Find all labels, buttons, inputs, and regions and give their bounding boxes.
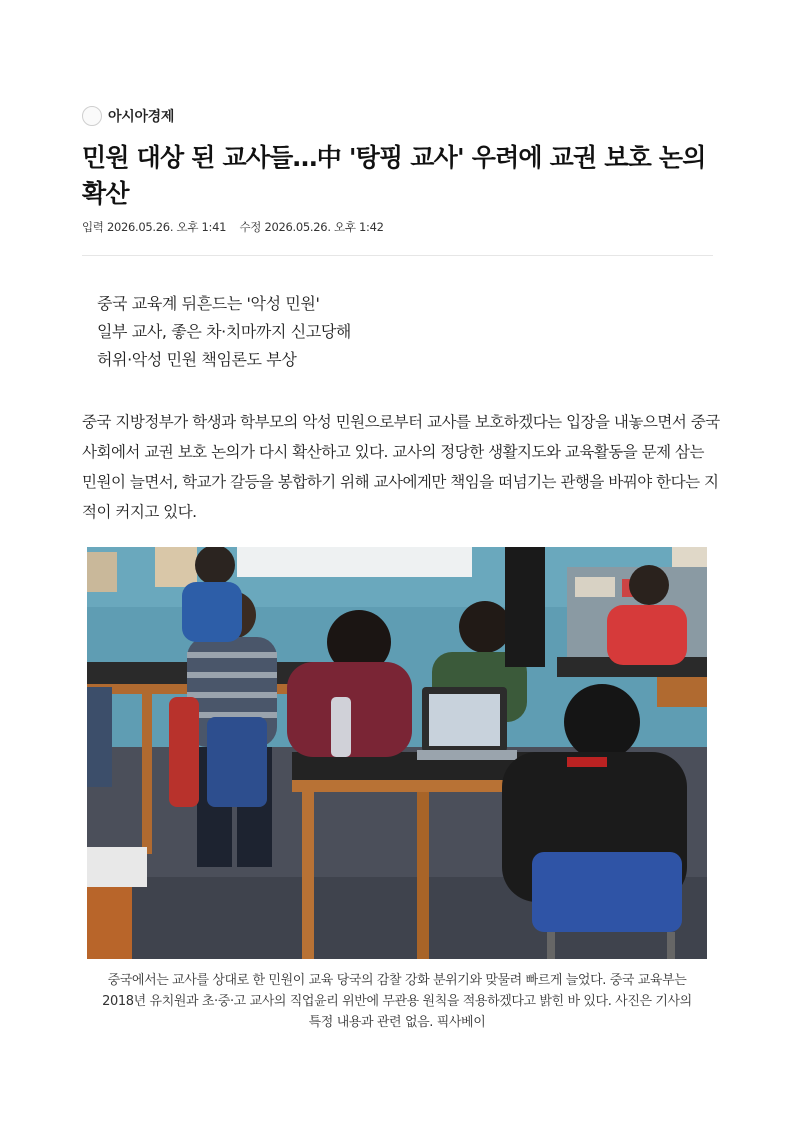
article-photo[interactable]	[87, 547, 707, 959]
article-body: 중국 지방정부가 학생과 학부모의 악성 민원으로부터 교사를 보호하겠다는 입장을 내놓으면서 중국 사회에서 교권 보호 논의가 다시 확산하고 있다. 교사의 정당한 생활지도와 교육활동을 문제 삼는 민원이 늘면서, 학교가 갈등을 봉합하기 위해 교사에게만 책임을 떠넘기는 관행을 바꿔야 한다는 지적이 커지고 있다.	[82, 413, 720, 521]
publisher-header[interactable]	[82, 106, 174, 126]
classroom-photo-illustration	[87, 547, 707, 959]
summary-line: 허위·악성 민원 책임론도 부상	[97, 350, 297, 369]
publisher-name[interactable]: 아시아경제	[108, 109, 175, 125]
header-divider	[82, 255, 713, 256]
article-headline: 민원 대상 된 교사들…中 '탕핑 교사' 우려에 교권 보호 논의 확산	[82, 143, 706, 208]
article-summary	[97, 290, 351, 374]
published-date: 입력 2026.05.26. 오후 1:41	[82, 220, 227, 234]
modified-date: 수정 2026.05.26. 오후 1:42	[239, 220, 384, 234]
article-meta	[82, 219, 388, 235]
publisher-logo-icon	[82, 106, 102, 126]
summary-line: 일부 교사, 좋은 차·치마까지 신고당해	[97, 322, 351, 341]
summary-line: 중국 교육계 뒤흔드는 '악성 민원'	[97, 294, 320, 313]
photo-caption: 중국에서는 교사를 상대로 한 민원이 교육 당국의 감찰 강화 분위기와 맞물려 빠르게 늘었다. 중국 교육부는 2018년 유치원과 초·중·고 교사의 직업윤리 위반에 무관용 원칙을 적용하겠다고 밝힌 바 있다. 사진은 기사의 특정 내용과 관련 없음. 픽사베이	[102, 973, 692, 1030]
